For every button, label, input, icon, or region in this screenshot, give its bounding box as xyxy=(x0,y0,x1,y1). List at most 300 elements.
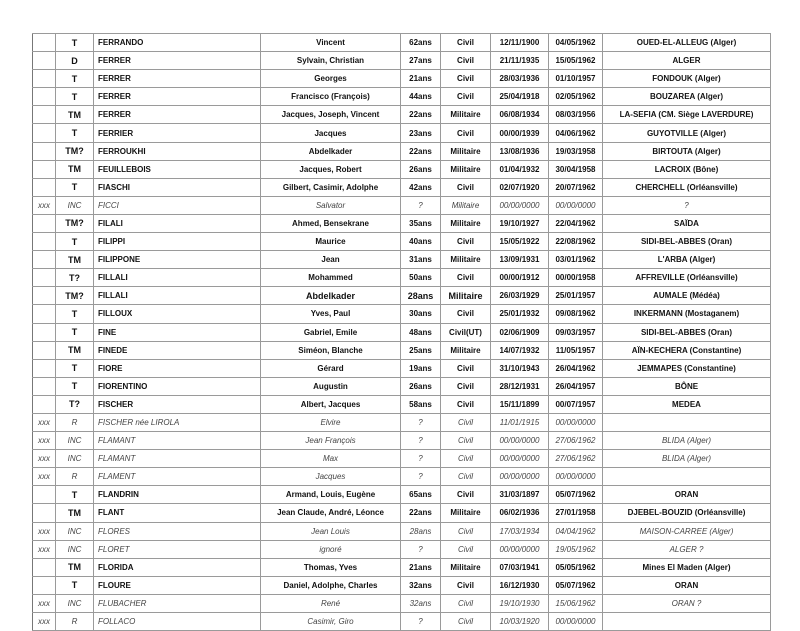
cell-nom: FLAMENT xyxy=(94,468,261,486)
cell-prenoms: Albert, Jacques xyxy=(261,395,401,413)
cell-statut: Militaire xyxy=(441,214,491,232)
cell-lieu: BÔNE xyxy=(603,377,771,395)
cell-nom: FLANT xyxy=(94,504,261,522)
cell-statut: Civil xyxy=(441,52,491,70)
cell-naissance: 31/10/1943 xyxy=(491,359,549,377)
cell-age: 25ans xyxy=(401,341,441,359)
cell-nom: FERRER xyxy=(94,52,261,70)
cell-age: 32ans xyxy=(401,594,441,612)
cell-age: ? xyxy=(401,432,441,450)
cell-nom: FILLALI xyxy=(94,269,261,287)
cell-prenoms: Maurice xyxy=(261,233,401,251)
cell-lieu: MAISON-CARREE (Alger) xyxy=(603,522,771,540)
cell-mark: xxx xyxy=(33,594,56,612)
cell-deces: 15/06/1962 xyxy=(549,594,603,612)
cell-naissance: 00/00/0000 xyxy=(491,432,549,450)
cell-lieu xyxy=(603,613,771,631)
cell-naissance: 31/03/1897 xyxy=(491,486,549,504)
cell-prenoms: Abdelkader xyxy=(261,142,401,160)
cell-naissance: 00/00/1912 xyxy=(491,269,549,287)
table-row xyxy=(33,594,771,612)
table-row xyxy=(33,522,771,540)
cell-naissance: 02/07/1920 xyxy=(491,178,549,196)
cell-deces: 20/07/1962 xyxy=(549,178,603,196)
cell-code: TM xyxy=(56,504,94,522)
cell-deces: 27/06/1962 xyxy=(549,432,603,450)
table-body xyxy=(33,34,771,631)
table-row xyxy=(33,269,771,287)
cell-mark xyxy=(33,142,56,160)
cell-lieu: AUMALE (Médéa) xyxy=(603,287,771,305)
cell-mark xyxy=(33,323,56,341)
table-row xyxy=(33,124,771,142)
cell-mark xyxy=(33,214,56,232)
cell-age: 21ans xyxy=(401,558,441,576)
table-row xyxy=(33,88,771,106)
table-row xyxy=(33,142,771,160)
cell-nom: FERRANDO xyxy=(94,34,261,52)
cell-prenoms: ignoré xyxy=(261,540,401,558)
cell-nom: FIORENTINO xyxy=(94,377,261,395)
cell-mark: xxx xyxy=(33,413,56,431)
cell-age: 22ans xyxy=(401,106,441,124)
table-row xyxy=(33,341,771,359)
cell-nom: FLORET xyxy=(94,540,261,558)
table-row xyxy=(33,160,771,178)
cell-age: ? xyxy=(401,613,441,631)
cell-deces: 19/03/1958 xyxy=(549,142,603,160)
cell-code: TM xyxy=(56,251,94,269)
cell-code: T? xyxy=(56,269,94,287)
cell-naissance: 21/11/1935 xyxy=(491,52,549,70)
cell-mark xyxy=(33,160,56,178)
cell-nom: FINEDE xyxy=(94,341,261,359)
cell-deces: 00/00/0000 xyxy=(549,196,603,214)
cell-prenoms: Vincent xyxy=(261,34,401,52)
cell-age: 26ans xyxy=(401,160,441,178)
cell-mark xyxy=(33,287,56,305)
cell-statut: Militaire xyxy=(441,558,491,576)
cell-naissance: 00/00/0000 xyxy=(491,450,549,468)
cell-nom: FERRER xyxy=(94,70,261,88)
cell-mark: xxx xyxy=(33,522,56,540)
cell-code: TM? xyxy=(56,287,94,305)
cell-nom: FILALI xyxy=(94,214,261,232)
cell-nom: FINE xyxy=(94,323,261,341)
cell-statut: Militaire xyxy=(441,196,491,214)
cell-naissance: 00/00/1939 xyxy=(491,124,549,142)
cell-mark xyxy=(33,395,56,413)
cell-code: INC xyxy=(56,594,94,612)
cell-code: D xyxy=(56,52,94,70)
table-row xyxy=(33,576,771,594)
cell-statut: Militaire xyxy=(441,287,491,305)
cell-lieu: INKERMANN (Mostaganem) xyxy=(603,305,771,323)
cell-statut: Civil xyxy=(441,613,491,631)
cell-prenoms: Daniel, Adolphe, Charles xyxy=(261,576,401,594)
cell-prenoms: Elvire xyxy=(261,413,401,431)
cell-age: 28ans xyxy=(401,287,441,305)
cell-code: TM? xyxy=(56,142,94,160)
cell-statut: Civil xyxy=(441,413,491,431)
cell-code: R xyxy=(56,413,94,431)
cell-prenoms: Jacques xyxy=(261,124,401,142)
cell-age: 40ans xyxy=(401,233,441,251)
cell-lieu: LA-SEFIA (CM. Siège LAVERDURE) xyxy=(603,106,771,124)
cell-lieu: ORAN ? xyxy=(603,594,771,612)
cell-naissance: 25/01/1932 xyxy=(491,305,549,323)
cell-deces: 25/01/1957 xyxy=(549,287,603,305)
cell-mark xyxy=(33,377,56,395)
cell-lieu: Mines El Maden (Alger) xyxy=(603,558,771,576)
cell-code: TM xyxy=(56,160,94,178)
cell-mark xyxy=(33,88,56,106)
cell-nom: FLAMANT xyxy=(94,450,261,468)
cell-prenoms: Salvator xyxy=(261,196,401,214)
table-row xyxy=(33,52,771,70)
cell-lieu: CHERCHELL (Orléansville) xyxy=(603,178,771,196)
cell-age: ? xyxy=(401,413,441,431)
cell-nom: FIORE xyxy=(94,359,261,377)
cell-age: 22ans xyxy=(401,504,441,522)
cell-prenoms: Francisco (François) xyxy=(261,88,401,106)
cell-code: TM xyxy=(56,558,94,576)
cell-prenoms: Gérard xyxy=(261,359,401,377)
cell-prenoms: Casimir, Giro xyxy=(261,613,401,631)
cell-mark xyxy=(33,178,56,196)
cell-prenoms: Armand, Louis, Eugène xyxy=(261,486,401,504)
cell-prenoms: Jean François xyxy=(261,432,401,450)
table-row xyxy=(33,468,771,486)
cell-naissance: 28/12/1931 xyxy=(491,377,549,395)
cell-nom: FEUILLEBOIS xyxy=(94,160,261,178)
table-row xyxy=(33,377,771,395)
cell-statut: Civil xyxy=(441,305,491,323)
cell-code: INC xyxy=(56,450,94,468)
cell-mark xyxy=(33,269,56,287)
cell-nom: FILLALI xyxy=(94,287,261,305)
cell-mark: xxx xyxy=(33,613,56,631)
cell-prenoms: Jacques, Joseph, Vincent xyxy=(261,106,401,124)
table-row xyxy=(33,540,771,558)
cell-code: TM xyxy=(56,341,94,359)
cell-naissance: 14/07/1932 xyxy=(491,341,549,359)
cell-age: 27ans xyxy=(401,52,441,70)
cell-naissance: 07/03/1941 xyxy=(491,558,549,576)
cell-naissance: 26/03/1929 xyxy=(491,287,549,305)
cell-prenoms: Jean Claude, André, Léonce xyxy=(261,504,401,522)
cell-lieu: BIRTOUTA (Alger) xyxy=(603,142,771,160)
cell-prenoms: Jacques, Robert xyxy=(261,160,401,178)
cell-deces: 04/05/1962 xyxy=(549,34,603,52)
cell-age: 44ans xyxy=(401,88,441,106)
cell-prenoms: Jean Louis xyxy=(261,522,401,540)
cell-prenoms: Thomas, Yves xyxy=(261,558,401,576)
table-row xyxy=(33,413,771,431)
cell-naissance: 10/03/1920 xyxy=(491,613,549,631)
cell-deces: 19/05/1962 xyxy=(549,540,603,558)
cell-code: T xyxy=(56,70,94,88)
cell-deces: 22/08/1962 xyxy=(549,233,603,251)
cell-statut: Civil xyxy=(441,594,491,612)
cell-lieu: FONDOUK (Alger) xyxy=(603,70,771,88)
cell-nom: FILIPPI xyxy=(94,233,261,251)
cell-deces: 27/01/1958 xyxy=(549,504,603,522)
cell-deces: 00/00/1958 xyxy=(549,269,603,287)
cell-deces: 00/00/0000 xyxy=(549,613,603,631)
cell-prenoms: Georges xyxy=(261,70,401,88)
table-row xyxy=(33,486,771,504)
cell-mark xyxy=(33,558,56,576)
cell-deces: 03/01/1962 xyxy=(549,251,603,269)
cell-statut: Civil xyxy=(441,576,491,594)
cell-statut: Civil xyxy=(441,450,491,468)
cell-lieu: AFFREVILLE (Orléansville) xyxy=(603,269,771,287)
cell-naissance: 06/08/1934 xyxy=(491,106,549,124)
cell-prenoms: Max xyxy=(261,450,401,468)
cell-naissance: 01/04/1932 xyxy=(491,160,549,178)
cell-age: 31ans xyxy=(401,251,441,269)
cell-nom: FERROUKHI xyxy=(94,142,261,160)
cell-naissance: 19/10/1927 xyxy=(491,214,549,232)
cell-naissance: 13/08/1936 xyxy=(491,142,549,160)
cell-age: 21ans xyxy=(401,70,441,88)
cell-prenoms: Jean xyxy=(261,251,401,269)
table-row xyxy=(33,359,771,377)
cell-code: T xyxy=(56,34,94,52)
cell-prenoms: Ahmed, Bensekrane xyxy=(261,214,401,232)
cell-prenoms: Yves, Paul xyxy=(261,305,401,323)
cell-nom: FLOURE xyxy=(94,576,261,594)
cell-statut: Civil xyxy=(441,34,491,52)
cell-statut: Civil xyxy=(441,70,491,88)
cell-lieu: ORAN xyxy=(603,486,771,504)
cell-prenoms: Augustin xyxy=(261,377,401,395)
cell-nom: FERRER xyxy=(94,88,261,106)
table-row xyxy=(33,214,771,232)
cell-deces: 11/05/1957 xyxy=(549,341,603,359)
cell-deces: 02/05/1962 xyxy=(549,88,603,106)
cell-nom: FILIPPONE xyxy=(94,251,261,269)
cell-statut: Civil(UT) xyxy=(441,323,491,341)
cell-lieu: SIDI-BEL-ABBES (Oran) xyxy=(603,233,771,251)
cell-age: ? xyxy=(401,196,441,214)
cell-statut: Militaire xyxy=(441,504,491,522)
cell-nom: FIASCHI xyxy=(94,178,261,196)
cell-naissance: 00/00/0000 xyxy=(491,468,549,486)
cell-statut: Civil xyxy=(441,540,491,558)
cell-nom: FERRIER xyxy=(94,124,261,142)
cell-naissance: 25/04/1918 xyxy=(491,88,549,106)
cell-lieu xyxy=(603,468,771,486)
cell-age: 26ans xyxy=(401,377,441,395)
table-row xyxy=(33,34,771,52)
cell-statut: Civil xyxy=(441,124,491,142)
casualty-table xyxy=(32,33,771,631)
cell-age: 35ans xyxy=(401,214,441,232)
cell-deces: 22/04/1962 xyxy=(549,214,603,232)
cell-age: 23ans xyxy=(401,124,441,142)
cell-lieu: OUED-EL-ALLEUG (Alger) xyxy=(603,34,771,52)
cell-age: 30ans xyxy=(401,305,441,323)
cell-prenoms: Gilbert, Casimir, Adolphe xyxy=(261,178,401,196)
cell-age: 62ans xyxy=(401,34,441,52)
cell-statut: Civil xyxy=(441,395,491,413)
cell-deces: 04/04/1962 xyxy=(549,522,603,540)
cell-nom: FLANDRIN xyxy=(94,486,261,504)
cell-statut: Civil xyxy=(441,522,491,540)
cell-lieu: DJEBEL-BOUZID (Orléansville) xyxy=(603,504,771,522)
cell-nom: FLORIDA xyxy=(94,558,261,576)
cell-naissance: 19/10/1930 xyxy=(491,594,549,612)
cell-code: INC xyxy=(56,196,94,214)
table-row xyxy=(33,178,771,196)
cell-age: 48ans xyxy=(401,323,441,341)
cell-age: 19ans xyxy=(401,359,441,377)
table-row xyxy=(33,196,771,214)
cell-statut: Civil xyxy=(441,269,491,287)
cell-code: T xyxy=(56,124,94,142)
cell-naissance: 11/01/1915 xyxy=(491,413,549,431)
cell-mark: xxx xyxy=(33,468,56,486)
cell-naissance: 28/03/1936 xyxy=(491,70,549,88)
cell-lieu: LACROIX (Bône) xyxy=(603,160,771,178)
cell-deces: 00/00/0000 xyxy=(549,468,603,486)
table-row xyxy=(33,395,771,413)
cell-nom: FOLLACO xyxy=(94,613,261,631)
cell-mark xyxy=(33,305,56,323)
cell-mark xyxy=(33,251,56,269)
cell-code: TM xyxy=(56,106,94,124)
cell-deces: 26/04/1957 xyxy=(549,377,603,395)
cell-statut: Civil xyxy=(441,432,491,450)
cell-code: T xyxy=(56,233,94,251)
cell-lieu: SAÏDA xyxy=(603,214,771,232)
cell-statut: Militaire xyxy=(441,106,491,124)
cell-prenoms: Abdelkader xyxy=(261,287,401,305)
cell-lieu: L'ARBA (Alger) xyxy=(603,251,771,269)
cell-code: T xyxy=(56,486,94,504)
table-row xyxy=(33,558,771,576)
cell-mark xyxy=(33,504,56,522)
cell-statut: Civil xyxy=(441,468,491,486)
cell-age: 32ans xyxy=(401,576,441,594)
cell-mark xyxy=(33,233,56,251)
cell-code: INC xyxy=(56,522,94,540)
cell-mark xyxy=(33,124,56,142)
cell-mark xyxy=(33,576,56,594)
cell-deces: 05/07/1962 xyxy=(549,576,603,594)
cell-naissance: 02/06/1909 xyxy=(491,323,549,341)
cell-statut: Civil xyxy=(441,486,491,504)
cell-age: 22ans xyxy=(401,142,441,160)
cell-age: ? xyxy=(401,540,441,558)
cell-age: 58ans xyxy=(401,395,441,413)
table-row xyxy=(33,450,771,468)
cell-statut: Militaire xyxy=(441,251,491,269)
cell-deces: 05/07/1962 xyxy=(549,486,603,504)
cell-statut: Civil xyxy=(441,377,491,395)
cell-deces: 09/03/1957 xyxy=(549,323,603,341)
cell-nom: FLAMANT xyxy=(94,432,261,450)
cell-code: R xyxy=(56,613,94,631)
cell-age: 42ans xyxy=(401,178,441,196)
cell-naissance: 16/12/1930 xyxy=(491,576,549,594)
cell-age: 28ans xyxy=(401,522,441,540)
table-row xyxy=(33,251,771,269)
cell-mark: xxx xyxy=(33,450,56,468)
cell-deces: 09/08/1962 xyxy=(549,305,603,323)
table-row xyxy=(33,233,771,251)
cell-naissance: 00/00/0000 xyxy=(491,540,549,558)
cell-nom: FISCHER xyxy=(94,395,261,413)
cell-nom: FLUBACHER xyxy=(94,594,261,612)
cell-naissance: 06/02/1936 xyxy=(491,504,549,522)
cell-mark xyxy=(33,341,56,359)
cell-code: R xyxy=(56,468,94,486)
cell-nom: FLORES xyxy=(94,522,261,540)
cell-deces: 15/05/1962 xyxy=(549,52,603,70)
cell-lieu: ? xyxy=(603,196,771,214)
cell-naissance: 15/05/1922 xyxy=(491,233,549,251)
cell-lieu: ALGER ? xyxy=(603,540,771,558)
cell-mark xyxy=(33,106,56,124)
cell-naissance: 12/11/1900 xyxy=(491,34,549,52)
cell-mark xyxy=(33,70,56,88)
cell-statut: Militaire xyxy=(441,341,491,359)
cell-statut: Militaire xyxy=(441,142,491,160)
cell-code: T xyxy=(56,359,94,377)
cell-deces: 05/05/1962 xyxy=(549,558,603,576)
cell-deces: 27/06/1962 xyxy=(549,450,603,468)
cell-lieu xyxy=(603,413,771,431)
cell-nom: FERRER xyxy=(94,106,261,124)
table-row xyxy=(33,106,771,124)
cell-prenoms: Siméon, Blanche xyxy=(261,341,401,359)
cell-lieu: BLIDA (Alger) xyxy=(603,450,771,468)
cell-lieu: AÏN-KECHERA (Constantine) xyxy=(603,341,771,359)
cell-age: 65ans xyxy=(401,486,441,504)
cell-deces: 01/10/1957 xyxy=(549,70,603,88)
cell-code: T xyxy=(56,178,94,196)
cell-code: TM? xyxy=(56,214,94,232)
cell-naissance: 13/09/1931 xyxy=(491,251,549,269)
cell-prenoms: Sylvain, Christian xyxy=(261,52,401,70)
cell-naissance: 15/11/1899 xyxy=(491,395,549,413)
cell-statut: Militaire xyxy=(441,160,491,178)
cell-mark: xxx xyxy=(33,432,56,450)
cell-statut: Civil xyxy=(441,178,491,196)
table-row xyxy=(33,305,771,323)
cell-code: T xyxy=(56,576,94,594)
cell-deces: 00/07/1957 xyxy=(549,395,603,413)
cell-code: T xyxy=(56,88,94,106)
cell-age: 50ans xyxy=(401,269,441,287)
cell-mark xyxy=(33,34,56,52)
cell-prenoms: Mohammed xyxy=(261,269,401,287)
cell-mark: xxx xyxy=(33,196,56,214)
cell-code: INC xyxy=(56,432,94,450)
cell-lieu: BOUZAREA (Alger) xyxy=(603,88,771,106)
cell-lieu: GUYOTVILLE (Alger) xyxy=(603,124,771,142)
cell-statut: Civil xyxy=(441,88,491,106)
cell-lieu: BLIDA (Alger) xyxy=(603,432,771,450)
cell-deces: 00/00/0000 xyxy=(549,413,603,431)
cell-statut: Civil xyxy=(441,359,491,377)
cell-lieu: JEMMAPES (Constantine) xyxy=(603,359,771,377)
cell-prenoms: Jacques xyxy=(261,468,401,486)
cell-code: INC xyxy=(56,540,94,558)
